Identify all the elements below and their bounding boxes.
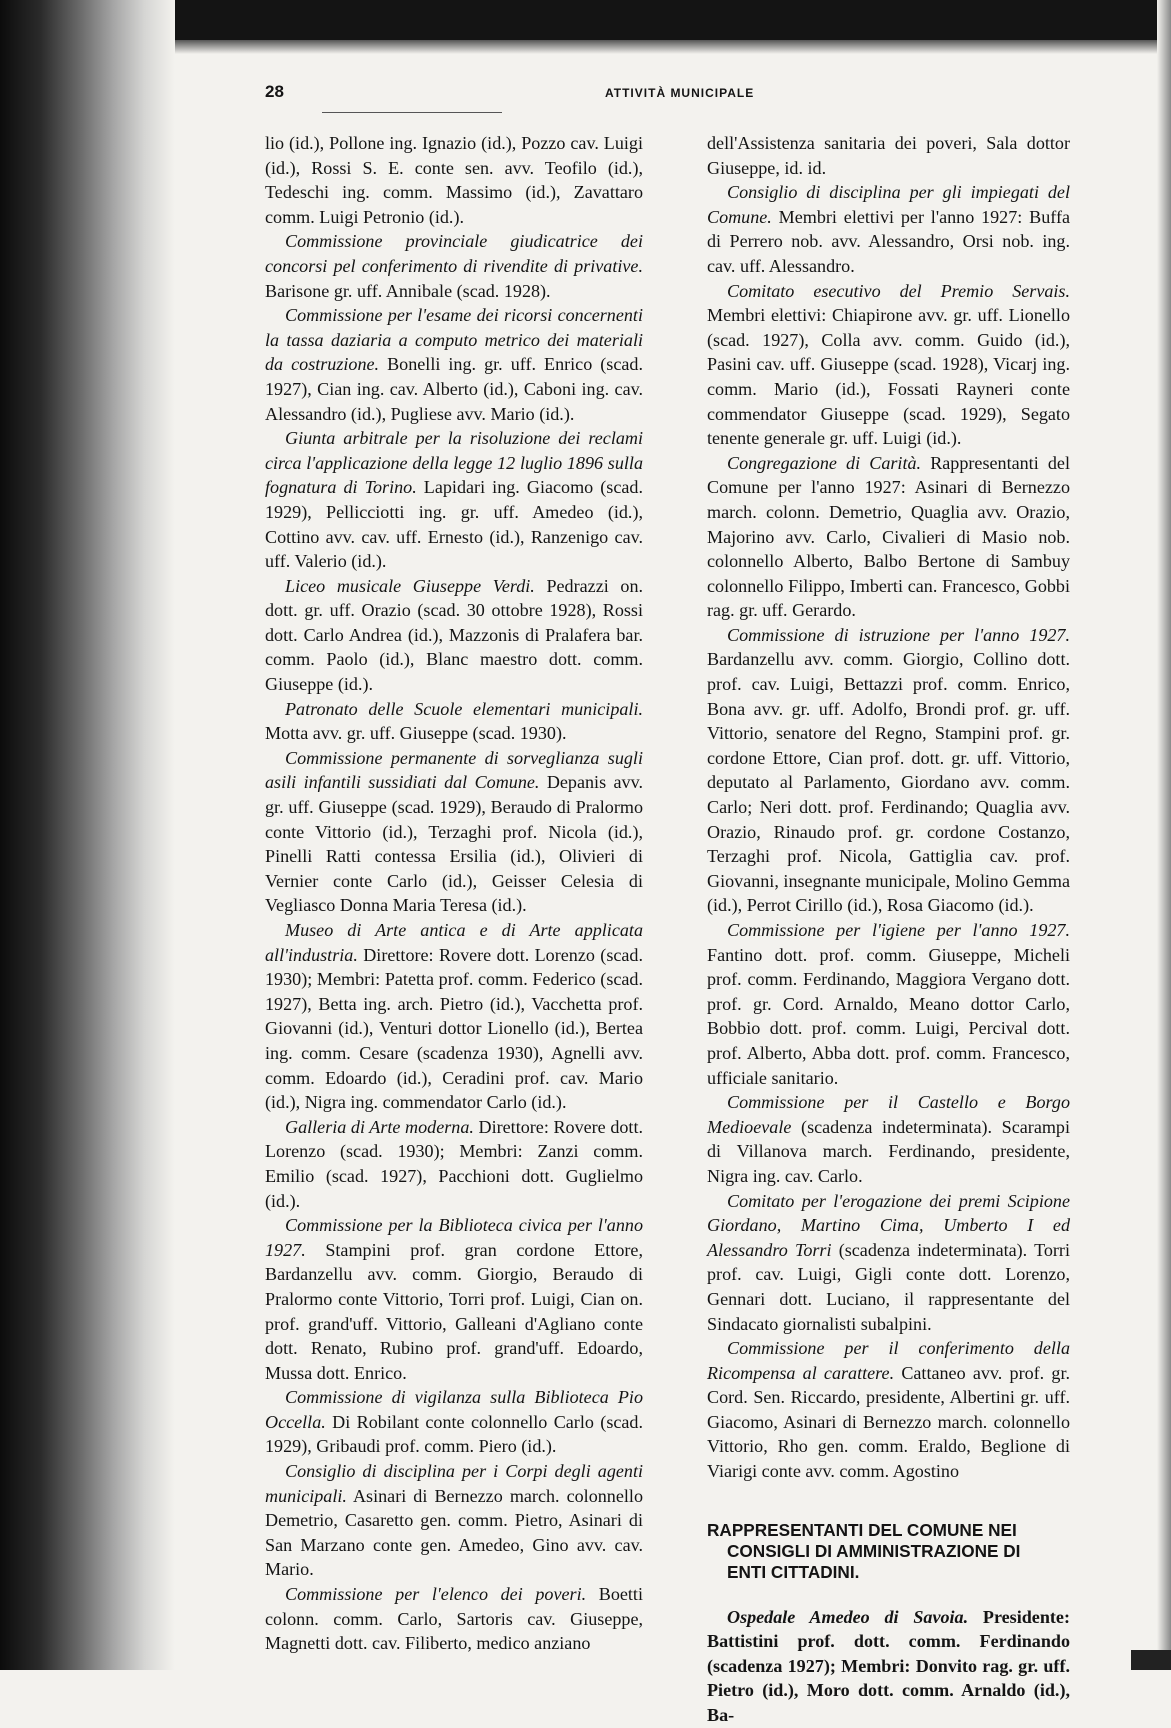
- entry-title: Patronato delle Scuole elementari municipali.: [285, 698, 643, 719]
- page-header: [265, 80, 1060, 108]
- section-heading-line-3: ENTI CITTADINI.: [727, 1561, 860, 1582]
- entry-title: Commissione per l'esame dei ricorsi concernenti la tassa daziaria a computo metrico dei materiali da costruzione.: [265, 305, 643, 375]
- entry-body: Depanis avv. gr. uff. Giuseppe (scad. 1929), Beraudo di Pralormo conte Vittorio (id.), Terzaghi prof. Nicola (id.), Pinelli Ratti contessa Ersilia (id.), Olivieri di Vernier conte Carlo (id.), Geisser Celesia di Vegliasco Donna Maria Teresa (id.).: [265, 772, 643, 916]
- entry-title: Consiglio di disciplina per i Corpi degli agenti municipali.: [265, 1461, 643, 1506]
- entry-title: Comitato esecutivo del Premio Servais.: [727, 280, 1070, 301]
- entry-title: Commissione di vigilanza sulla Biblioteca Pio Occella.: [265, 1387, 643, 1432]
- entry-title: Museo di Arte antica e di Arte applicata all'industria.: [265, 920, 643, 965]
- running-title: ATTIVITÀ MUNICIPALE: [605, 86, 755, 100]
- entry-body: Cattaneo avv. prof. gr. Cord. Sen. Riccardo, presidente, Albertini gr. uff. Giacomo, Asinari di Bernezzo march. colonnello Vittorio, Rho gen. comm. Eraldo, Beglione di Viarigi conte avv. comm. Agostino: [707, 1362, 1070, 1482]
- entry-title: Commissione per l'elenco dei poveri.: [285, 1584, 587, 1605]
- entry-title: Commissione per la Biblioteca civica per l'anno 1927.: [265, 1215, 643, 1260]
- continued-paragraph: [707, 131, 1070, 180]
- entry-title: Galleria di Arte moderna.: [285, 1116, 474, 1137]
- entry-body: Direttore: Rovere dott. Lorenzo (scad. 1930); Membri: Patetta prof. comm. Federico (scad. 1927), Betta ing. arch. Pietro (id.), Vacchetta prof. Giovanni (id.), Venturi dottor Lionello (id.), Bertea ing. comm. Cesare (scadenza 1930), Agnelli avv. comm. Edoardo (id.), Ceradini prof. cav. Mario (id.), Nigra ing. commendator Carlo (id.).: [265, 944, 643, 1113]
- entry-body: Presidente: Battistini prof. dott. comm. Ferdinando (scadenza 1927); Membri: Donvito rag. gr. uff. Pietro (id.), Moro dott. comm. Arnaldo (id.), Ba-: [707, 1606, 1070, 1726]
- entry-paragraph: [265, 229, 643, 303]
- entry-body: Stampini prof. gran cordone Ettore, Bardanzellu avv. comm. Giorgio, Beraudo di Pralormo conte Vittorio, Torri prof. Luigi, Cian on. prof. grand'uff. Vittorio, Galleani d'Agliano conte dott. Renato, Rubino prof. grand'uff. Edoardo, Mussa dott. Enrico.: [265, 1239, 643, 1383]
- scan-corner-mark: [1131, 1650, 1171, 1670]
- entry-paragraph: [265, 574, 643, 697]
- entry-body: Asinari di Bernezzo march. colonnello Demetrio, Casaretto gen. comm. Pietro, Asinari di San Marzano conte gen. Amedeo, Gino avv. cav. Mario.: [265, 1485, 643, 1580]
- entry-body: Membri elettivi per l'anno 1927: Buffa di Perrero nob. avv. Alessandro, Orsi nob. ing. cav. uff. Alessandro.: [707, 206, 1070, 276]
- entry-body: Bonelli ing. gr. uff. Enrico (scad. 1927), Cian ing. cav. Alberto (id.), Caboni ing. cav. Alessandro (id.), Pugliese avv. Mario (id.).: [265, 354, 643, 424]
- entry-body: lio (id.), Pollone ing. Ignazio (id.), Pozzo cav. Luigi (id.), Rossi S. E. conte sen. avv. Teofilo (id.), Tedeschi ing. comm. Massimo (id.), Zavattaro comm. Luigi Petronio (id.).: [265, 133, 643, 227]
- left-column: [265, 131, 643, 1656]
- entry-body: Boetti colonn. comm. Carlo, Sartoris cav. Giuseppe, Magnetti dott. cav. Filiberto, medico anziano: [265, 1584, 643, 1654]
- entry-body: Lapidari ing. Giacomo (scad. 1929), Pellicciotti ing. gr. uff. Amedeo (id.), Cottino avv. cav. uff. Ernesto (id.), Ranzenigo cav. uff. Valerio (id.).: [265, 477, 643, 572]
- entry-paragraph: [707, 1605, 1070, 1728]
- entry-body: Pedrazzi on. dott. gr. uff. Orazio (scad. 30 ottobre 1928), Rossi dott. Carlo Andrea (id.), Mazzonis di Pralafera bar. comm. Paolo (id.), Blanc maestro dott. comm. Giuseppe (id.).: [265, 575, 644, 695]
- entry-body: Fantino dott. prof. comm. Giuseppe, Micheli prof. comm. Ferdinando, Maggiora Vergano dott. prof. gr. Cord. Arnaldo, Meano dottor Carlo, Bobbio dott. prof. comm. Luigi, Percival dott. prof. Alberto, Abba dott. prof. comm. Francesco, ufficiale sanitario.: [707, 944, 1070, 1088]
- entry-body: Membri elettivi: Chiapirone avv. gr. uff. Lionello (scad. 1927), Colla avv. comm. Guido (id.), Pasini cav. uff. Giuseppe (scad. 1928), Vicarj ing. comm. Mario (id.), Fossati Rayneri conte commendator Giuseppe (scad. 1929), Segato tenente generale gr. uff. Luigi (id.).: [707, 305, 1070, 449]
- entry-body: (scadenza indeterminata). Torri prof. cav. Luigi, Gigli conte dott. Lorenzo, Gennari dott. Luciano, il rappresentante del Sindacato giornalisti subalpini.: [707, 1239, 1070, 1334]
- continued-paragraph: [265, 131, 643, 229]
- section-heading-line-1: RAPPRESENTANTI DEL COMUNE NEI: [707, 1519, 1017, 1540]
- entry-paragraph: [265, 1385, 643, 1459]
- entry-title: Ospedale Amedeo di Savoia.: [727, 1606, 969, 1627]
- scan-binding-shadow: [0, 0, 175, 1670]
- entry-title: Giunta arbitrale per la risoluzione dei reclami circa l'applicazione della legge 12 luglio 1896 sulla fognatura di Torino.: [265, 428, 643, 498]
- entry-paragraph: [707, 451, 1070, 623]
- entry-paragraph: [707, 918, 1070, 1090]
- entry-paragraph: [265, 918, 643, 1115]
- entry-body: Barisone gr. uff. Annibale (scad. 1928).: [265, 280, 551, 301]
- entry-title: Liceo musicale Giuseppe Verdi.: [285, 575, 535, 596]
- entry-title: Comitato per l'erogazione dei premi Scipione Giordano, Martino Cima, Umberto I ed Alessandro Torri: [707, 1190, 1070, 1260]
- entry-paragraph: [707, 180, 1070, 278]
- section-heading-line-2: CONSIGLI DI AMMINISTRAZIONE DI: [727, 1540, 1021, 1561]
- entry-paragraph: [265, 1582, 643, 1656]
- entry-paragraph: [707, 1336, 1070, 1484]
- entry-title: Commissione per il conferimento della Ricompensa al carattere.: [707, 1338, 1070, 1383]
- header-rule: [322, 112, 502, 113]
- entry-body: Rappresentanti del Comune per l'anno 1927: Asinari di Bernezzo march. colonn. Demetrio, Quaglia avv. Orazio, Majorino avv. Carlo, Civalieri di Masio nob. colonnello Alberto, Balbo Bertone di Sambuy colonnello Filippo, Imberti can. Francesco, Gobbi rag. gr. uff. Gerardo.: [707, 452, 1070, 621]
- entry-title: Commissione di istruzione per l'anno 1927.: [727, 624, 1070, 645]
- entry-paragraph: [265, 426, 643, 574]
- entry-body: Bardanzellu avv. comm. Giorgio, Collino dott. prof. cav. Luigi, Bettazzi prof. comm. Enrico, Bona avv. gr. uff. Adolfo, Brondi prof. gr. uff. Vittorio, senatore del Regno, Stampini prof. gr. cordone Ettore, Cian prof. dott. gr. uff. Vittorio, deputato al Parlamento, Giordano avv. comm. Carlo; Neri dott. prof. Ferdinando; Quaglia avv. Orazio, Rinaudo prof. gr. cordone Costanzo, Terzaghi prof. Nicola, Gattiglia cav. prof. Giovanni, insegnante municipale, Molino Gemma (id.), Perrot Cirillo (id.), Rosa Giacomo (id.).: [707, 649, 1070, 916]
- entry-body: (scadenza indeterminata). Scarampi di Villanova march. Ferdinando, presidente, Nigra ing. cav. Carlo.: [707, 1116, 1070, 1186]
- entry-paragraph: [707, 279, 1070, 451]
- section-heading: [707, 1520, 1070, 1583]
- entry-paragraph: [707, 623, 1070, 918]
- entry-paragraph: [265, 1213, 643, 1385]
- entry-paragraph: [265, 303, 643, 426]
- entry-title: Congregazione di Carità.: [727, 452, 922, 473]
- entry-paragraph: [265, 697, 643, 746]
- entry-body: Motta avv. gr. uff. Giuseppe (scad. 1930).: [265, 723, 567, 744]
- entry-paragraph: [265, 1459, 643, 1582]
- entry-paragraph: [265, 746, 643, 918]
- entry-title: Consiglio di disciplina per gli impiegati del Comune.: [707, 182, 1070, 227]
- entry-body: Direttore: Rovere dott. Lorenzo (scad. 1930); Membri: Zanzi comm. Emilio (scad. 1927), Pacchioni dott. Guglielmo (id.).: [265, 1116, 643, 1211]
- entry-paragraph: [707, 1090, 1070, 1188]
- scan-right-border: [1157, 0, 1171, 1670]
- entry-title: Commissione provinciale giudicatrice dei concorsi pel conferimento di rivendite di privative.: [265, 231, 643, 276]
- entry-title: Commissione per il Castello e Borgo Medioevale: [707, 1092, 1070, 1137]
- entry-title: Commissione per l'igiene per l'anno 1927.: [727, 920, 1070, 940]
- entry-title: Commissione permanente di sorveglianza sugli asili infantili sussidiati dal Comune.: [265, 747, 643, 793]
- scan-top-shadow: [0, 40, 1171, 54]
- entry-body: dell'Assistenza sanitaria dei poveri, Sala dottor Giuseppe, id. id.: [707, 133, 1070, 178]
- entry-body: Di Robilant conte colonnello Carlo (scad. 1929), Gribaudi prof. comm. Piero (id.).: [265, 1411, 643, 1457]
- page-number: 28: [265, 82, 284, 101]
- right-column-entries: [707, 131, 1070, 1484]
- scan-top-border: [0, 0, 1171, 40]
- right-column: [707, 131, 1070, 1728]
- right-column-after-heading: [707, 1605, 1070, 1728]
- entry-paragraph: [707, 1189, 1070, 1337]
- entry-paragraph: [265, 1115, 643, 1213]
